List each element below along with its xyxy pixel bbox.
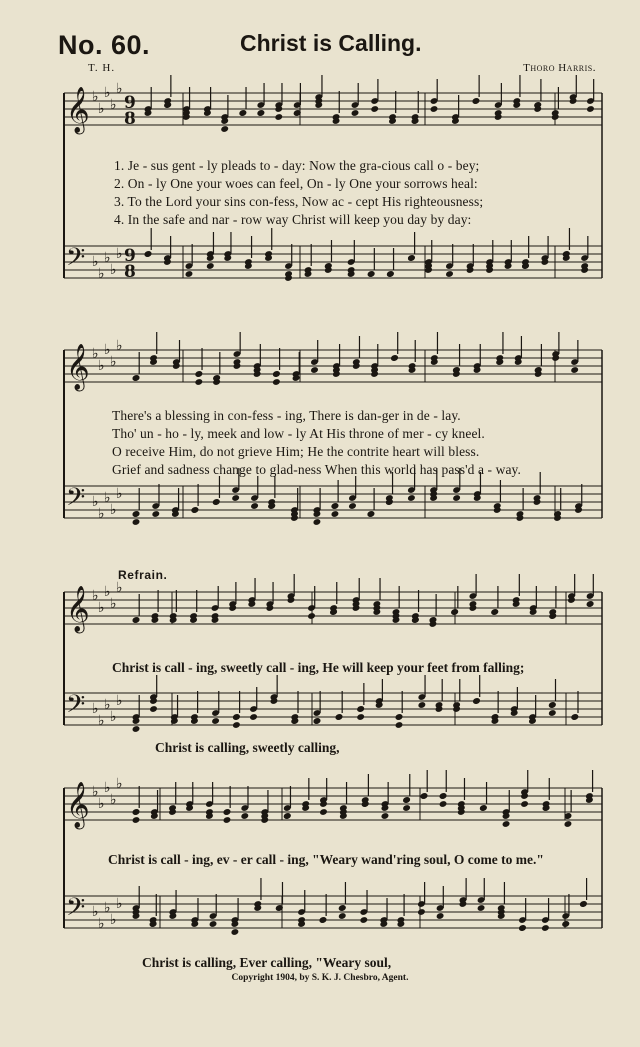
note-head [518,924,527,932]
bass-clef-icon: 𝄢 [66,690,86,725]
note-head [223,808,232,816]
note-head [319,808,328,816]
note-head [191,506,200,514]
note-head [436,912,445,920]
note-head [220,125,229,133]
note-head [407,254,416,262]
time-signature-top: 9 [124,246,136,266]
flat-icon: ♭ [116,338,123,354]
note-head [452,494,461,502]
note-head [367,510,376,518]
note-head [477,904,486,912]
flat-icon: ♭ [98,266,105,282]
flat-icon: ♭ [110,596,117,612]
verse-2-line: 2. On - ly One your woes can feel, On - ly One your sorrows heal: [114,176,478,191]
note-head [418,701,427,709]
flat-icon: ♭ [92,784,99,800]
flat-icon: ♭ [92,904,99,920]
refrain-lyric-bass-2: Christ is calling, Ever calling, "Weary soul, [142,955,392,970]
note-head [439,800,448,808]
note-head [331,510,340,518]
flat-icon: ♭ [110,354,117,370]
flat-icon: ♭ [116,896,123,912]
note-head [356,705,365,713]
note-head [472,97,481,105]
flat-icon: ♭ [116,776,123,792]
refrain-lyric-soprano-2: Christ is call - ing, ev - er call - ing, "Weary wand'ring soul, O come to me." [108,852,544,867]
note-head [402,804,411,812]
note-head [541,924,550,932]
verse-4-line-b: Grief and sadness change to glad-ness When this world has pass'd a - way. [112,462,522,477]
treble-clef-icon: 𝄞 [66,87,90,133]
note-head [390,354,399,362]
note-head [185,270,194,278]
note-head [132,616,141,624]
note-head [479,804,488,812]
note-head [586,600,595,608]
flat-icon: ♭ [98,713,105,729]
note-head [206,262,215,270]
note-head [417,908,426,916]
note-head [240,812,249,820]
note-head [445,270,454,278]
note-head [395,721,404,729]
flat-icon: ♭ [98,796,105,812]
bass-clef-icon: 𝄢 [66,243,86,278]
note-head [520,800,529,808]
bass-clef-icon: 𝄢 [66,483,86,518]
note-head [238,109,247,117]
note-head [430,105,439,113]
note-head [370,105,379,113]
note-head [274,113,283,121]
note-head [579,900,588,908]
hymn-number: No. 60. [58,30,151,60]
flat-icon: ♭ [110,912,117,928]
verse-4-line: 4. In the safe and nar - row way Christ will keep you day by day: [114,212,472,227]
flat-icon: ♭ [104,250,111,266]
note-head [132,374,141,382]
note-head [319,916,328,924]
note-head [194,370,203,378]
hymn-title: Christ is Calling. [240,30,422,56]
treble-clef-icon: 𝄞 [66,782,90,828]
flat-icon: ♭ [116,580,123,596]
refrain-label: Refrain. [118,568,168,582]
note-head [231,494,240,502]
refrain-lyric-soprano-1: Christ is call - ing, sweetly call - ing, He will keep your feet from falling; [112,660,525,675]
note-head [490,608,499,616]
note-head [257,109,266,117]
note-head [338,912,347,920]
note-head [132,518,141,526]
flat-icon: ♭ [116,693,123,709]
lyricist-credit: T. H. [88,62,116,74]
note-head [548,709,557,717]
flat-icon: ♭ [104,900,111,916]
flat-icon: ♭ [92,701,99,717]
flat-icon: ♭ [92,494,99,510]
note-head [356,713,365,721]
note-head [272,370,281,378]
note-head [367,270,376,278]
note-head [561,920,570,928]
time-signature-bottom: 8 [124,109,136,129]
bass-clef-icon: 𝄢 [66,893,86,928]
flat-icon: ♭ [116,81,123,97]
flat-icon: ♭ [110,262,117,278]
note-head [381,812,390,820]
note-head [310,366,319,374]
note-head [586,105,595,113]
copyright-notice: Copyright 1904, by S. K. J. Chesbro, Agent. [231,973,409,983]
note-head [407,494,416,502]
note-head [502,820,511,828]
note-head [307,612,316,620]
flat-icon: ♭ [92,588,99,604]
flat-icon: ♭ [104,85,111,101]
flat-icon: ♭ [98,101,105,117]
note-head [335,713,344,721]
composer-credit: Thoro Harris. [523,62,596,74]
note-head [420,792,429,800]
flat-icon: ♭ [110,502,117,518]
note-head [211,717,220,725]
treble-clef-icon: 𝄞 [66,344,90,390]
note-head [564,820,573,828]
note-head [194,378,203,386]
refrain-lyric-bass-1: Christ is calling, sweetly calling, [155,740,340,755]
verse-2-line-b: Tho' un - ho - ly, meek and low - ly At His throne of mer - cy kneel. [112,426,485,441]
verse-1-line: 1. Je - sus gent - ly pleads to - day: Now the gra-cious call o - bey; [114,158,480,173]
note-head [231,928,240,936]
note-head [132,510,141,518]
note-head [570,366,579,374]
flat-icon: ♭ [104,584,111,600]
note-head [209,920,218,928]
note-head [402,796,411,804]
note-head [250,502,259,510]
flat-icon: ♭ [110,97,117,113]
note-head [570,713,579,721]
flat-icon: ♭ [98,506,105,522]
note-head [313,518,322,526]
verse-3-line: 3. To the Lord your sins con-fess, Now ac - cept His righteousness; [114,194,484,209]
flat-icon: ♭ [92,346,99,362]
note-head [132,808,141,816]
flat-icon: ♭ [98,916,105,932]
note-head [331,502,340,510]
note-head [348,502,357,510]
flat-icon: ♭ [92,254,99,270]
time-signature-top: 9 [124,93,136,113]
note-head [386,270,395,278]
flat-icon: ♭ [110,709,117,725]
note-head [232,713,241,721]
flat-icon: ♭ [104,780,111,796]
flat-icon: ♭ [104,342,111,358]
flat-icon: ♭ [98,358,105,374]
note-head [132,816,141,824]
note-head [439,792,448,800]
verse-1-line-b: There's a blessing in con-fess - ing, There is dan-ger in de - lay. [112,408,461,423]
note-head [249,713,258,721]
note-head [272,378,281,386]
note-head [450,608,459,616]
note-head [223,816,232,824]
note-head [351,109,360,117]
note-head [338,904,347,912]
note-head [548,701,557,709]
flat-icon: ♭ [98,600,105,616]
note-head [313,717,322,725]
note-head [144,250,153,258]
note-head [151,510,160,518]
note-head [212,498,221,506]
note-head [283,812,292,820]
note-head [472,697,481,705]
flat-icon: ♭ [104,697,111,713]
flat-icon: ♭ [92,89,99,105]
note-head [395,713,404,721]
flat-icon: ♭ [104,490,111,506]
verse-3-line-b: O receive Him, do not grieve Him; He the contrite heart will bless. [112,444,480,459]
flat-icon: ♭ [110,792,117,808]
flat-icon: ♭ [116,246,123,262]
note-head [359,916,368,924]
time-signature-bottom: 8 [124,262,136,282]
flat-icon: ♭ [116,486,123,502]
note-head [149,705,158,713]
note-head [132,725,141,733]
note-head [232,721,241,729]
treble-clef-icon: 𝄞 [66,586,90,632]
